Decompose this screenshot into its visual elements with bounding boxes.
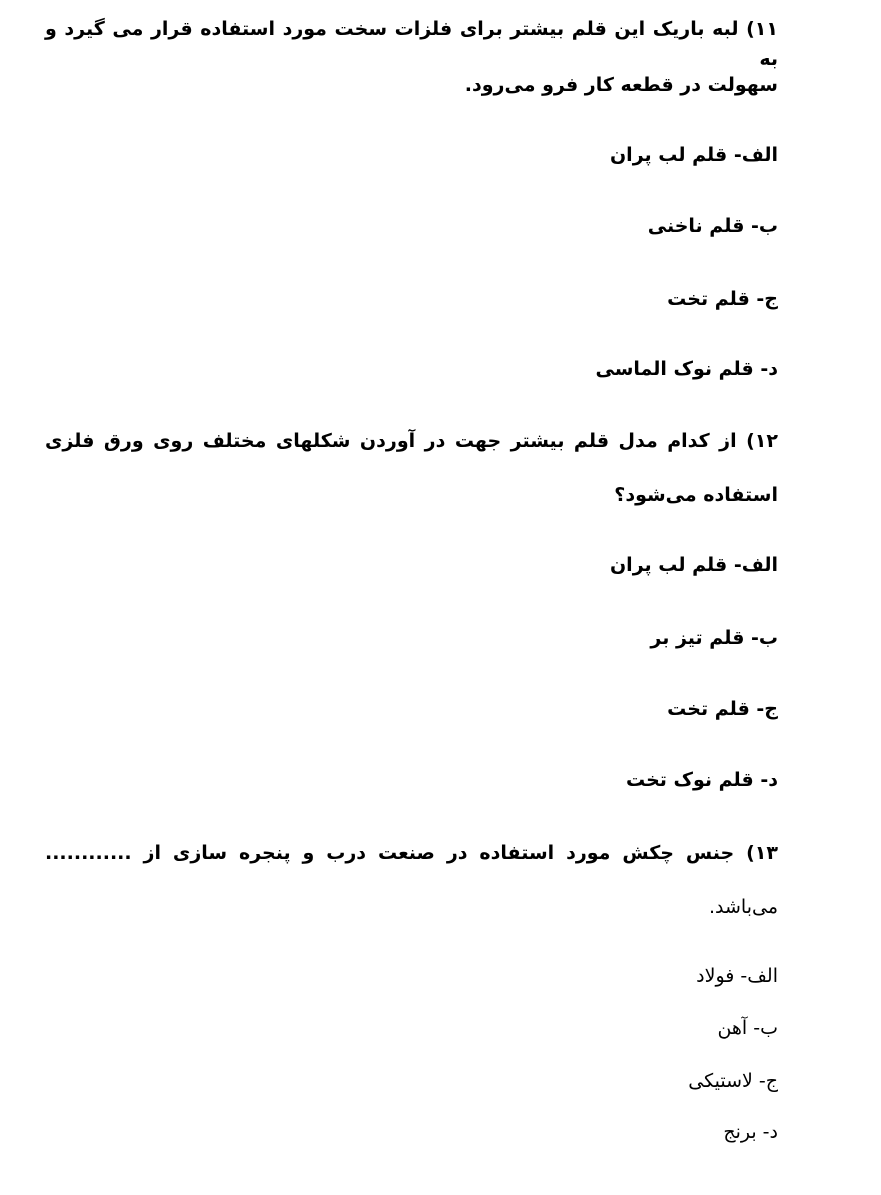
question-13-option-a: الف- فولاد (696, 965, 778, 987)
question-13-option-b: ب- آهن (717, 1017, 778, 1039)
question-12-option-b: ب- قلم تیز بر (650, 627, 778, 649)
question-12-option-d: د- قلم نوک تخت (625, 769, 778, 791)
question-13-text-line-1: ۱۳) جنس چکش مورد استفاده در صنعت درب و پنجره سازی از ............ (45, 842, 778, 864)
question-12-option-c: ج- قلم تخت (667, 698, 778, 720)
question-11-text-line-2: سهولت در قطعه کار فرو می‌رود. (464, 74, 778, 96)
question-13-option-d: د- برنج (723, 1121, 778, 1143)
question-13-option-c: ج- لاستیکی (688, 1070, 778, 1092)
question-13-text-line-2: می‌باشد. (708, 896, 778, 918)
question-11-option-c: ج- قلم تخت (667, 288, 778, 310)
question-12-text-line-1: ۱۲) از کدام مدل قلم بیشتر جهت در آوردن شکلهای مختلف روی ورق فلزی (45, 430, 778, 452)
question-11-option-a: الف- قلم لب پران (609, 144, 778, 166)
question-11-option-d: د- قلم نوک الماسی (595, 358, 778, 380)
question-12-option-a: الف- قلم لب پران (609, 554, 778, 576)
question-12-text-line-2: استفاده می‌شود؟ (614, 484, 778, 506)
question-11-option-b: ب- قلم ناخنی (647, 215, 778, 237)
question-11-text-line-1: ۱۱) لبه باریک این قلم بیشتر برای فلزات سخت مورد استفاده قرار می گیرد و به (45, 18, 778, 70)
